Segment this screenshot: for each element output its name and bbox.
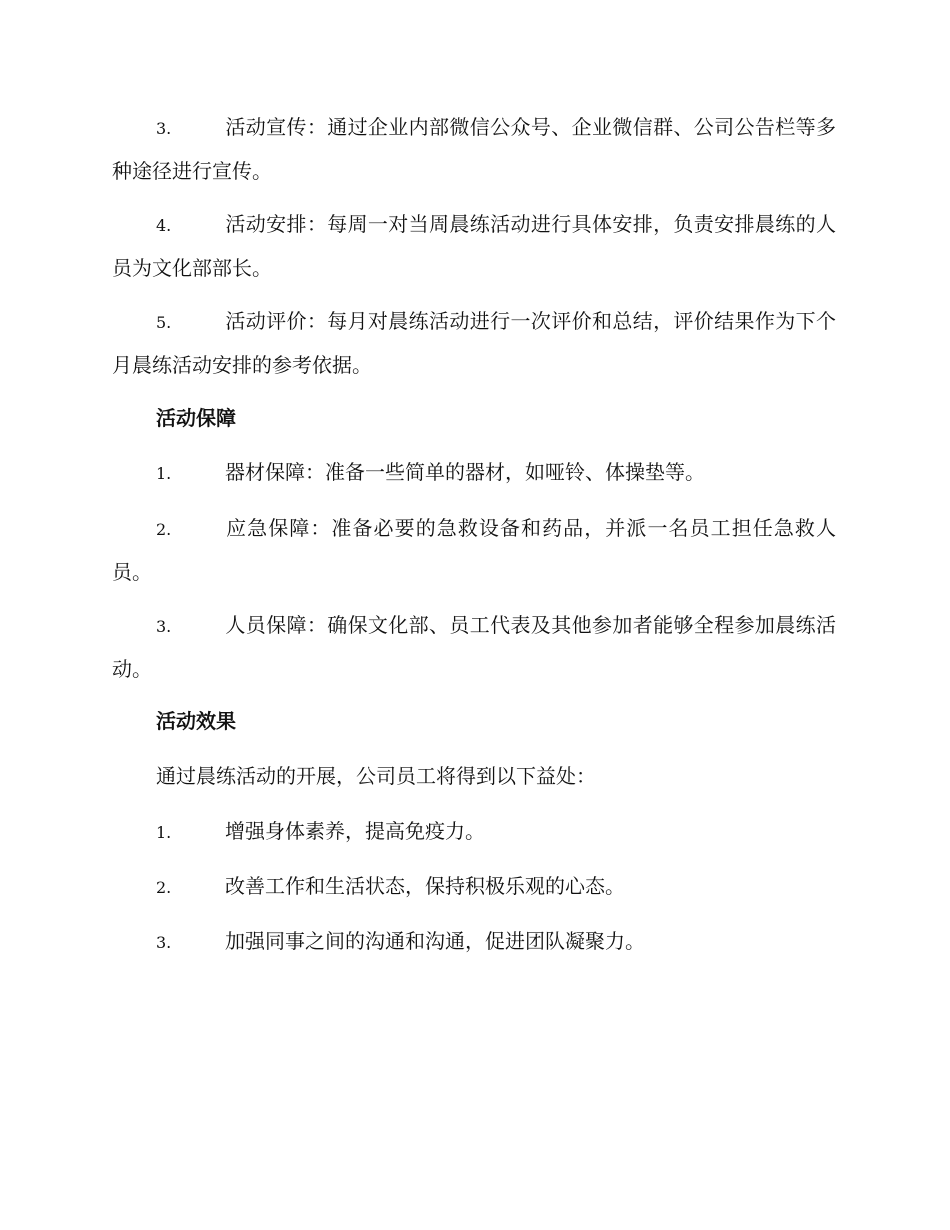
list-item xyxy=(112,507,836,594)
list-text: 活动安排：每周一对当周晨练活动进行具体安排，负责安排晨练的人员为文化部部长。 xyxy=(112,212,836,280)
list-item xyxy=(112,810,836,854)
list-item-publicity xyxy=(112,106,836,193)
effect-intro: 通过晨练活动的开展，公司员工将得到以下益处： xyxy=(156,764,596,788)
list-number: 4. xyxy=(156,216,172,235)
list-item xyxy=(112,203,836,290)
list-text: 应急保障：准备必要的急救设备和药品，并派一名员工担任急救人员。 xyxy=(112,516,836,584)
list-number: 3. xyxy=(156,933,172,952)
list-item-arrangement xyxy=(112,203,836,290)
list-item-state xyxy=(112,865,836,909)
list-item xyxy=(112,865,836,909)
list-text: 活动宣传：通过企业内部微信公众号、企业微信群、公司公告栏等多种途径进行宣传。 xyxy=(112,115,836,183)
list-item xyxy=(112,604,836,691)
list-number: 5. xyxy=(156,313,172,332)
list-text: 活动评价：每月对晨练活动进行一次评价和总结，评价结果作为下个月晨练活动安排的参考依据。 xyxy=(112,309,836,377)
list-number: 3. xyxy=(156,617,172,636)
list-item-equipment xyxy=(112,451,836,495)
list-item xyxy=(112,106,836,193)
list-item xyxy=(112,451,836,495)
list-number: 1. xyxy=(156,823,172,842)
list-item-emergency xyxy=(112,507,836,594)
list-item-health xyxy=(112,810,836,854)
list-number: 2. xyxy=(156,520,172,539)
list-item-evaluation xyxy=(112,300,836,387)
list-text: 改善工作和生活状态，保持积极乐观的心态。 xyxy=(225,874,625,898)
list-text: 加强同事之间的沟通和沟通，促进团队凝聚力。 xyxy=(225,929,645,953)
section-heading-effect: 活动效果 xyxy=(156,709,236,733)
list-item-personnel xyxy=(112,604,836,691)
list-item xyxy=(112,300,836,387)
list-text: 人员保障：确保文化部、员工代表及其他参加者能够全程参加晨练活动。 xyxy=(112,613,836,681)
list-number: 2. xyxy=(156,878,172,897)
list-text: 器材保障：准备一些简单的器材，如哑铃、体操垫等。 xyxy=(225,460,705,484)
list-number: 3. xyxy=(156,119,172,138)
list-item xyxy=(112,920,836,964)
section-heading-guarantee: 活动保障 xyxy=(156,406,236,430)
list-text: 增强身体素养，提高免疫力。 xyxy=(225,819,485,843)
list-number: 1. xyxy=(156,464,172,483)
list-item-teamwork xyxy=(112,920,836,964)
